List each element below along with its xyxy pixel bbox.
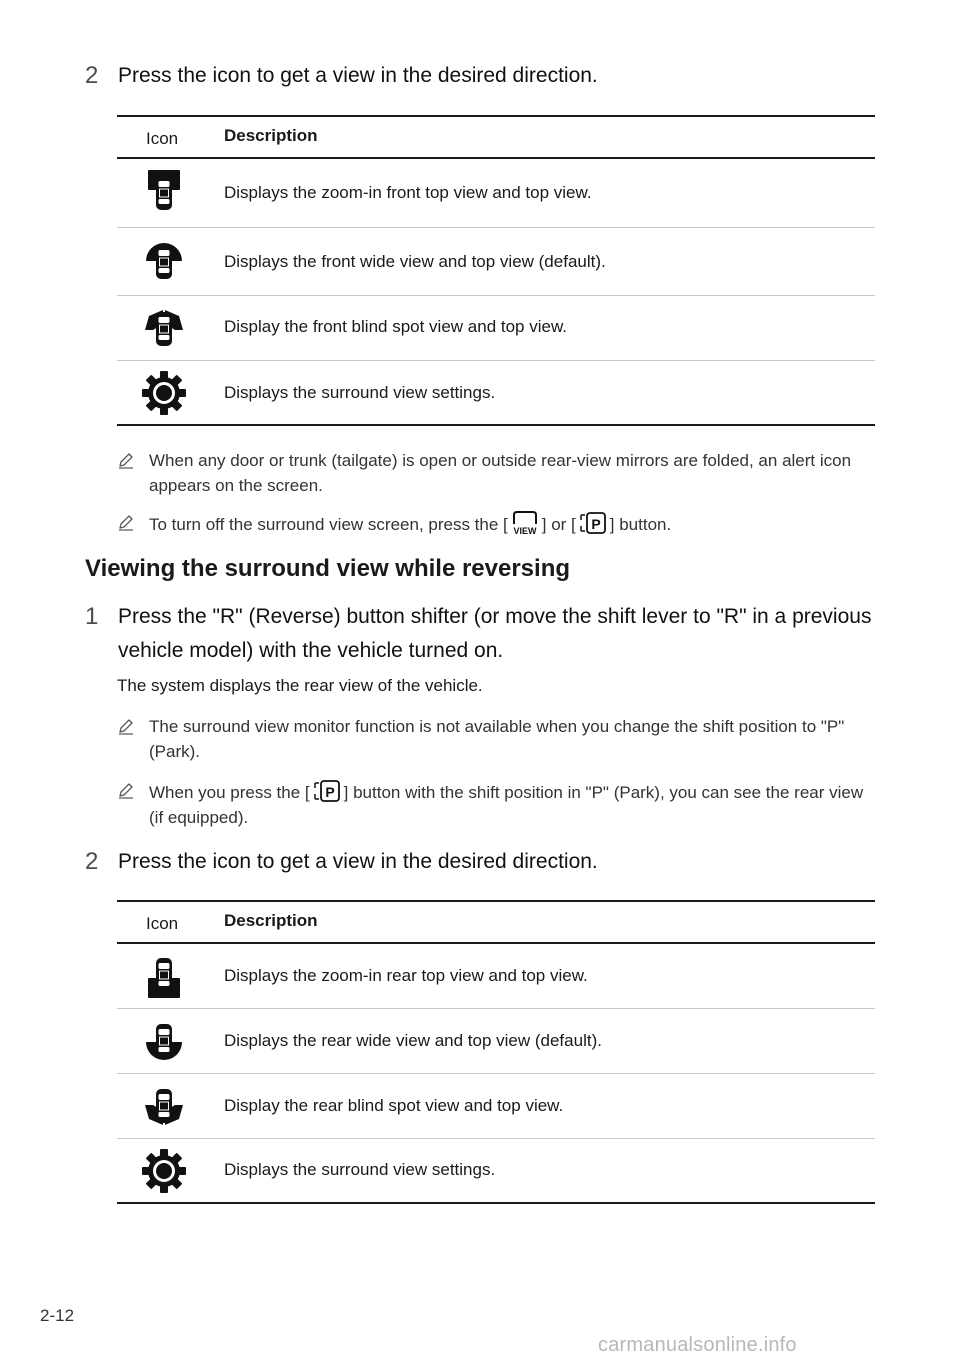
p-button-label: P [324,784,335,800]
table-row-description: Display the rear blind spot view and top view. [224,1096,564,1115]
front-blind-spot-view-icon [139,304,189,354]
rear-view-icon-table [117,900,875,1206]
row-divider [117,1138,875,1139]
table-header-description: Description [224,126,318,145]
row-divider [117,1073,875,1074]
table-row-description: Displays the surround view settings. [224,383,496,402]
note-pencil-icon [117,781,135,799]
parking-button-icon [312,778,342,804]
row-divider [117,295,875,296]
table-bottom-rule [117,424,875,426]
step-text: Press the icon to get a view in the desired direction. [118,64,598,87]
rear-wide-view-icon [139,1016,189,1066]
step-1-reverse [85,600,875,668]
front-view-icon-table [117,115,875,427]
step-text: Press the icon to get a view in the desired direction. [118,850,598,873]
front-zoom-view-icon [139,168,189,218]
note-text-before: When you press the [ [149,783,310,802]
view-button-icon [510,510,540,536]
page-number: 2-12 [40,1306,75,1325]
table-row-description: Display the front blind spot view and top view. [224,317,568,336]
note-text-before: To turn off the surround view screen, press the [ [149,515,508,534]
watermark: carmanualsonline.info [598,1334,797,1356]
table-row-description: Displays the zoom-in rear top view and top view. [224,966,588,985]
table-header-icon: Icon [146,914,179,933]
note-rear-view-park [117,778,867,830]
view-button-label: VIEW [513,526,537,536]
row-divider [117,227,875,228]
table-row-description: Displays the front wide view and top view (default). [224,252,606,271]
table-top-rule [117,115,875,117]
body-text: The system displays the rear view of the vehicle. [117,676,483,695]
note-pencil-icon [117,717,135,735]
rear-zoom-view-icon [139,950,189,1000]
settings-gear-icon [139,368,189,418]
note-park-unavailable [117,714,867,764]
table-row-description: Displays the zoom-in front top view and top view. [224,183,592,202]
note-text-middle: ] or [ [541,515,576,534]
row-divider [117,1008,875,1009]
step-number: 2 [85,848,99,875]
table-bottom-rule [117,1202,875,1204]
table-header-icon: Icon [146,129,179,148]
step-number: 2 [85,62,99,89]
settings-gear-icon [139,1146,189,1196]
note-text [149,778,867,830]
note-pencil-icon [117,513,135,531]
table-row-description: Displays the surround view settings. [224,1160,496,1179]
note-text-after: ] button with the shift position in "P" (Park), you can see the rear view (if equipped). [149,783,864,827]
note-turn-off [117,510,867,537]
table-row-description: Displays the rear wide view and top view (default). [224,1031,602,1050]
table-header-rule [117,942,875,944]
section-title: Viewing the surround view while reversing [85,555,571,582]
note-text [149,510,867,537]
table-header-rule [117,157,875,159]
step-number: 1 [85,603,99,630]
note-door-alert [117,448,867,498]
p-button-label: P [591,516,601,532]
table-header-description: Description [224,911,318,930]
front-wide-view-icon [139,237,189,287]
note-pencil-icon [117,451,135,469]
step-2-top [85,59,875,93]
table-top-rule [117,900,875,902]
step-2-reverse [85,845,875,879]
note-text-after: ] button. [609,515,672,534]
step-text: Press the "R" (Reverse) button shifter (or move the shift lever to "R" in a previous vehicle model) with the vehicle turned on. [118,605,872,662]
rear-blind-spot-view-icon [139,1081,189,1131]
parking-button-icon [578,510,608,536]
note-text: When any door or trunk (tailgate) is open or outside rear-view mirrors are folded, an alert icon appears on the screen. [149,451,852,495]
note-text: The surround view monitor function is not available when you change the shift position to "P" (Park). [149,717,845,761]
row-divider [117,360,875,361]
